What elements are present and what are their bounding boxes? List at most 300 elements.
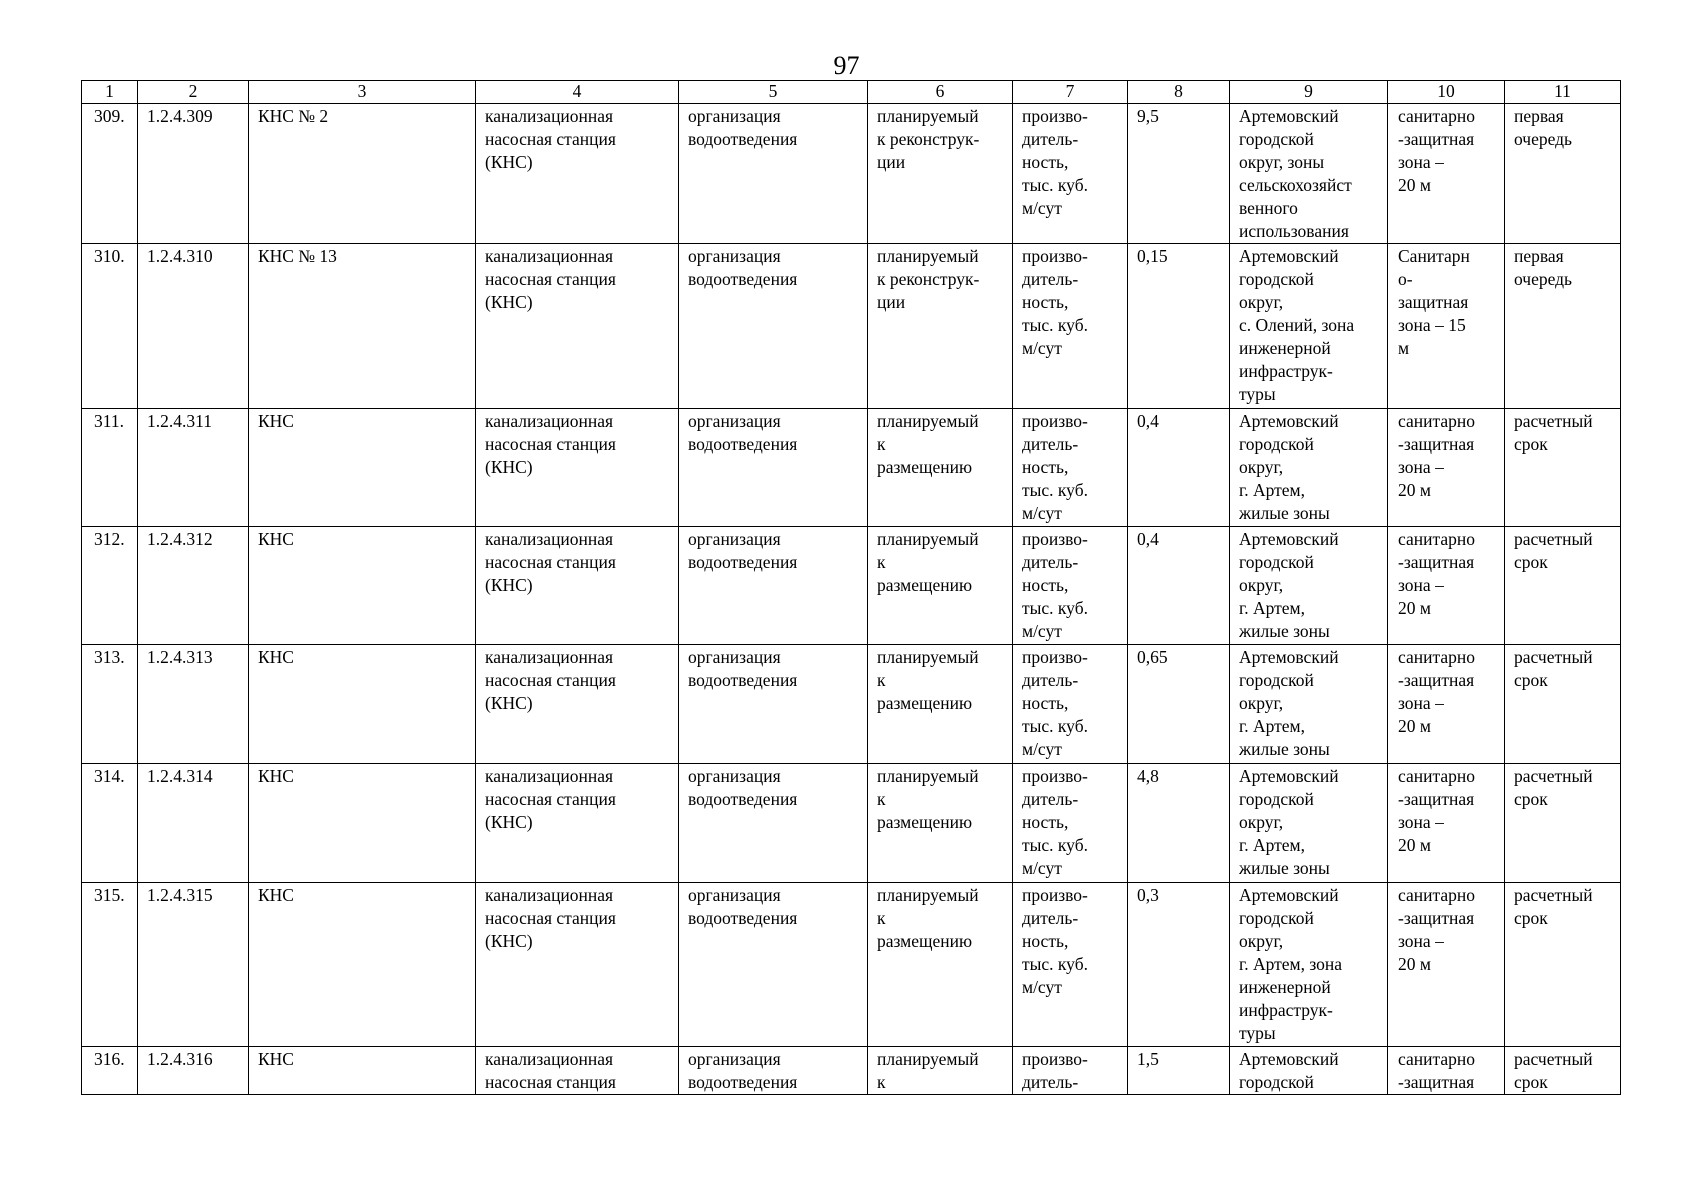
cell-line: 1.2.4.312 bbox=[147, 529, 213, 549]
cell-line: округ, bbox=[1239, 812, 1284, 832]
cell-line: жилые зоны bbox=[1239, 503, 1330, 523]
row-number-cell bbox=[82, 645, 138, 764]
cell-line: -защитная bbox=[1398, 129, 1475, 149]
object-status-cell bbox=[868, 527, 1013, 645]
cell-line: зона – bbox=[1398, 812, 1444, 832]
object-name-cell bbox=[249, 244, 476, 409]
cell-line: городской bbox=[1239, 670, 1314, 690]
cell-line: водоотведения bbox=[688, 1072, 798, 1092]
cell-line: Артемовский bbox=[1239, 246, 1339, 266]
cell-line: размещению bbox=[877, 457, 973, 477]
cell-line: 4,8 bbox=[1137, 766, 1159, 786]
location-cell bbox=[1230, 527, 1388, 645]
column-number: 7 bbox=[1013, 81, 1128, 104]
cell-line: канализационная bbox=[485, 1049, 614, 1069]
cell-line: водоотведения bbox=[688, 670, 798, 690]
object-purpose-cell bbox=[679, 883, 868, 1047]
location-cell bbox=[1230, 764, 1388, 883]
cell-line: м/сут bbox=[1022, 977, 1062, 997]
cell-line: зона – bbox=[1398, 457, 1444, 477]
cell-line: первая bbox=[1514, 246, 1564, 266]
object-purpose-cell bbox=[679, 104, 868, 244]
parameter-value-cell bbox=[1128, 244, 1230, 409]
cell-line: м/сут bbox=[1022, 503, 1062, 523]
column-number: 4 bbox=[476, 81, 679, 104]
cell-line: КНС bbox=[258, 766, 294, 786]
cell-line: венного bbox=[1239, 198, 1298, 218]
cell-line: ность, bbox=[1022, 457, 1069, 477]
cell-line: -защитная bbox=[1398, 789, 1475, 809]
row-number-cell bbox=[82, 104, 138, 244]
cell-line: городской bbox=[1239, 269, 1314, 289]
object-code-cell bbox=[138, 104, 249, 244]
cell-line: Артемовский bbox=[1239, 1049, 1339, 1069]
cell-line: канализационная bbox=[485, 106, 614, 126]
cell-line: м/сут bbox=[1022, 198, 1062, 218]
cell-line: к bbox=[877, 552, 886, 572]
row-number-cell bbox=[82, 1047, 138, 1095]
cell-line: произво- bbox=[1022, 411, 1088, 431]
cell-line: насосная станция bbox=[485, 552, 616, 572]
cell-line: жилые зоны bbox=[1239, 739, 1330, 759]
cell-line: канализационная bbox=[485, 766, 614, 786]
cell-line: произво- bbox=[1022, 766, 1088, 786]
object-purpose-cell bbox=[679, 409, 868, 527]
cell-line: канализационная bbox=[485, 885, 614, 905]
protection-zone-cell bbox=[1388, 764, 1505, 883]
object-type-cell bbox=[476, 883, 679, 1047]
cell-line: насосная станция bbox=[485, 1072, 616, 1092]
object-status-cell bbox=[868, 883, 1013, 1047]
cell-line: сельскохозяйст bbox=[1239, 175, 1352, 195]
protection-zone-cell bbox=[1388, 883, 1505, 1047]
cell-line: организация bbox=[688, 529, 781, 549]
cell-line: водоотведения bbox=[688, 908, 798, 928]
cell-line: очередь bbox=[1514, 129, 1573, 149]
cell-line: 9,5 bbox=[1137, 106, 1159, 126]
parameter-cell bbox=[1013, 1047, 1128, 1095]
cell-line: планируемый bbox=[877, 885, 979, 905]
cell-line: первая bbox=[1514, 106, 1564, 126]
object-name-cell bbox=[249, 527, 476, 645]
cell-line: городской bbox=[1239, 789, 1314, 809]
location-cell bbox=[1230, 244, 1388, 409]
column-number: 5 bbox=[679, 81, 868, 104]
cell-line: зона – 15 bbox=[1398, 315, 1466, 335]
cell-line: инженерной bbox=[1239, 338, 1331, 358]
parameter-value-cell bbox=[1128, 527, 1230, 645]
cell-line: городской bbox=[1239, 434, 1314, 454]
protection-zone-cell bbox=[1388, 645, 1505, 764]
object-type-cell bbox=[476, 1047, 679, 1095]
cell-line: расчетный bbox=[1514, 529, 1593, 549]
cell-line: КНС bbox=[258, 411, 294, 431]
cell-line: Артемовский bbox=[1239, 411, 1339, 431]
cell-line: г. Артем, bbox=[1239, 480, 1305, 500]
cell-line: расчетный bbox=[1514, 411, 1593, 431]
object-name-cell bbox=[249, 764, 476, 883]
cell-line: м/сут bbox=[1022, 338, 1062, 358]
parameter-value-cell bbox=[1128, 883, 1230, 1047]
cell-line: зона – bbox=[1398, 152, 1444, 172]
location-cell bbox=[1230, 883, 1388, 1047]
cell-line: округ, bbox=[1239, 457, 1284, 477]
cell-line: ность, bbox=[1022, 292, 1069, 312]
cell-line: 20 м bbox=[1398, 175, 1431, 195]
cell-line: 0,15 bbox=[1137, 246, 1168, 266]
cell-line: размещению bbox=[877, 812, 973, 832]
cell-line: планируемый bbox=[877, 246, 979, 266]
object-code-cell bbox=[138, 1047, 249, 1095]
column-number-row bbox=[82, 81, 1621, 104]
cell-line: -защитная bbox=[1398, 908, 1475, 928]
cell-line: планируемый bbox=[877, 106, 979, 126]
cell-line: КНС № 13 bbox=[258, 246, 337, 266]
cell-line: организация bbox=[688, 411, 781, 431]
parameter-cell bbox=[1013, 244, 1128, 409]
cell-line: 314. bbox=[94, 766, 125, 786]
table-row bbox=[82, 764, 1621, 883]
cell-line: КНС bbox=[258, 529, 294, 549]
cell-line: тыс. куб. bbox=[1022, 480, 1088, 500]
cell-line: к реконструк- bbox=[877, 269, 980, 289]
object-status-cell bbox=[868, 645, 1013, 764]
cell-line: тыс. куб. bbox=[1022, 835, 1088, 855]
cell-line: ции bbox=[877, 152, 906, 172]
table-row bbox=[82, 409, 1621, 527]
protection-zone-cell bbox=[1388, 244, 1505, 409]
cell-line: 1.2.4.311 bbox=[147, 411, 212, 431]
parameter-cell bbox=[1013, 645, 1128, 764]
cell-line: туры bbox=[1239, 384, 1276, 404]
cell-line: санитарно bbox=[1398, 885, 1475, 905]
object-type-cell bbox=[476, 244, 679, 409]
cell-line: организация bbox=[688, 246, 781, 266]
cell-line: расчетный bbox=[1514, 885, 1593, 905]
cell-line: 1,5 bbox=[1137, 1049, 1159, 1069]
object-code-cell bbox=[138, 244, 249, 409]
cell-line: Санитарн bbox=[1398, 246, 1470, 266]
object-purpose-cell bbox=[679, 244, 868, 409]
cell-line: жилые зоны bbox=[1239, 858, 1330, 878]
cell-line: канализационная bbox=[485, 411, 614, 431]
cell-line: м/сут bbox=[1022, 858, 1062, 878]
parameter-cell bbox=[1013, 764, 1128, 883]
cell-line: (КНС) bbox=[485, 457, 533, 477]
cell-line: (КНС) bbox=[485, 575, 533, 595]
cell-line: ность, bbox=[1022, 693, 1069, 713]
cell-line: водоотведения bbox=[688, 434, 798, 454]
cell-line: канализационная bbox=[485, 529, 614, 549]
cell-line: насосная станция bbox=[485, 129, 616, 149]
object-type-cell bbox=[476, 409, 679, 527]
location-cell bbox=[1230, 1047, 1388, 1095]
cell-line: планируемый bbox=[877, 647, 979, 667]
cell-line: к bbox=[877, 1072, 886, 1092]
parameter-value-cell bbox=[1128, 409, 1230, 527]
object-purpose-cell bbox=[679, 764, 868, 883]
cell-line: 20 м bbox=[1398, 598, 1431, 618]
protection-zone-cell bbox=[1388, 104, 1505, 244]
cell-line: срок bbox=[1514, 789, 1548, 809]
cell-line: инженерной bbox=[1239, 977, 1331, 997]
cell-line: КНС bbox=[258, 885, 294, 905]
object-status-cell bbox=[868, 1047, 1013, 1095]
cell-line: размещению bbox=[877, 575, 973, 595]
object-code-cell bbox=[138, 645, 249, 764]
cell-line: 1.2.4.309 bbox=[147, 106, 213, 126]
cell-line: -защитная bbox=[1398, 670, 1475, 690]
cell-line: КНС № 2 bbox=[258, 106, 329, 126]
cell-line: водоотведения bbox=[688, 269, 798, 289]
cell-line: тыс. куб. bbox=[1022, 175, 1088, 195]
cell-line: планируемый bbox=[877, 529, 979, 549]
implementation-stage-cell bbox=[1505, 764, 1621, 883]
protection-zone-cell bbox=[1388, 409, 1505, 527]
cell-line: м/сут bbox=[1022, 739, 1062, 759]
cell-line: г. Артем, bbox=[1239, 716, 1305, 736]
cell-line: Артемовский bbox=[1239, 106, 1339, 126]
cell-line: очередь bbox=[1514, 269, 1573, 289]
object-name-cell bbox=[249, 883, 476, 1047]
cell-line: (КНС) bbox=[485, 931, 533, 951]
cell-line: дитель- bbox=[1022, 269, 1079, 289]
column-number: 2 bbox=[138, 81, 249, 104]
cell-line: 20 м bbox=[1398, 835, 1431, 855]
cell-line: срок bbox=[1514, 908, 1548, 928]
object-purpose-cell bbox=[679, 645, 868, 764]
cell-line: -защитная bbox=[1398, 1072, 1475, 1092]
table-row bbox=[82, 645, 1621, 764]
table-row bbox=[82, 244, 1621, 409]
cell-line: 316. bbox=[94, 1049, 125, 1069]
location-cell bbox=[1230, 409, 1388, 527]
object-status-cell bbox=[868, 244, 1013, 409]
cell-line: 315. bbox=[94, 885, 125, 905]
cell-line: ность, bbox=[1022, 152, 1069, 172]
cell-line: жилые зоны bbox=[1239, 621, 1330, 641]
cell-line: срок bbox=[1514, 1072, 1548, 1092]
object-status-cell bbox=[868, 409, 1013, 527]
cell-line: 0,65 bbox=[1137, 647, 1168, 667]
cell-line: округ, bbox=[1239, 292, 1284, 312]
cell-line: ность, bbox=[1022, 812, 1069, 832]
cell-line: дитель- bbox=[1022, 908, 1079, 928]
cell-line: санитарно bbox=[1398, 1049, 1475, 1069]
cell-line: канализационная bbox=[485, 647, 614, 667]
cell-line: ции bbox=[877, 292, 906, 312]
cell-line: (КНС) bbox=[485, 152, 533, 172]
cell-line: о- bbox=[1398, 269, 1413, 289]
cell-line: произво- bbox=[1022, 106, 1088, 126]
column-number: 6 bbox=[868, 81, 1013, 104]
implementation-stage-cell bbox=[1505, 527, 1621, 645]
cell-line: водоотведения bbox=[688, 789, 798, 809]
column-number: 10 bbox=[1388, 81, 1505, 104]
cell-line: размещению bbox=[877, 931, 973, 951]
cell-line: к bbox=[877, 670, 886, 690]
object-name-cell bbox=[249, 645, 476, 764]
cell-line: дитель- bbox=[1022, 670, 1079, 690]
object-name-cell bbox=[249, 1047, 476, 1095]
cell-line: дитель- bbox=[1022, 129, 1079, 149]
cell-line: санитарно bbox=[1398, 106, 1475, 126]
cell-line: к bbox=[877, 908, 886, 928]
object-type-cell bbox=[476, 764, 679, 883]
cell-line: городской bbox=[1239, 1072, 1314, 1092]
cell-line: насосная станция bbox=[485, 670, 616, 690]
cell-line: санитарно bbox=[1398, 647, 1475, 667]
cell-line: (КНС) bbox=[485, 292, 533, 312]
cell-line: насосная станция bbox=[485, 789, 616, 809]
cell-line: произво- bbox=[1022, 885, 1088, 905]
protection-zone-cell bbox=[1388, 527, 1505, 645]
object-name-cell bbox=[249, 104, 476, 244]
cell-line: санитарно bbox=[1398, 766, 1475, 786]
cell-line: организация bbox=[688, 766, 781, 786]
table-row bbox=[82, 883, 1621, 1047]
cell-line: тыс. куб. bbox=[1022, 716, 1088, 736]
object-status-cell bbox=[868, 104, 1013, 244]
cell-line: насосная станция bbox=[485, 269, 616, 289]
cell-line: зона – bbox=[1398, 931, 1444, 951]
cell-line: тыс. куб. bbox=[1022, 954, 1088, 974]
cell-line: расчетный bbox=[1514, 647, 1593, 667]
cell-line: -защитная bbox=[1398, 552, 1475, 572]
implementation-stage-cell bbox=[1505, 244, 1621, 409]
cell-line: 1.2.4.316 bbox=[147, 1049, 213, 1069]
parameter-cell bbox=[1013, 527, 1128, 645]
cell-line: организация bbox=[688, 647, 781, 667]
cell-line: насосная станция bbox=[485, 434, 616, 454]
object-type-cell bbox=[476, 527, 679, 645]
row-number-cell bbox=[82, 883, 138, 1047]
cell-line: 1.2.4.313 bbox=[147, 647, 213, 667]
cell-line: городской bbox=[1239, 908, 1314, 928]
cell-line: Артемовский bbox=[1239, 885, 1339, 905]
parameter-cell bbox=[1013, 409, 1128, 527]
parameter-value-cell bbox=[1128, 645, 1230, 764]
cell-line: произво- bbox=[1022, 1049, 1088, 1069]
cell-line: 20 м bbox=[1398, 954, 1431, 974]
cell-line: округ, bbox=[1239, 693, 1284, 713]
implementation-stage-cell bbox=[1505, 883, 1621, 1047]
cell-line: дитель- bbox=[1022, 789, 1079, 809]
object-type-cell bbox=[476, 104, 679, 244]
cell-line: планируемый bbox=[877, 766, 979, 786]
cell-line: планируемый bbox=[877, 1049, 979, 1069]
table-row bbox=[82, 104, 1621, 244]
cell-line: канализационная bbox=[485, 246, 614, 266]
cell-line: 20 м bbox=[1398, 716, 1431, 736]
object-purpose-cell bbox=[679, 527, 868, 645]
register-table bbox=[81, 80, 1621, 1095]
cell-line: произво- bbox=[1022, 647, 1088, 667]
cell-line: 311. bbox=[94, 411, 124, 431]
parameter-cell bbox=[1013, 104, 1128, 244]
cell-line: расчетный bbox=[1514, 766, 1593, 786]
object-type-cell bbox=[476, 645, 679, 764]
cell-line: произво- bbox=[1022, 246, 1088, 266]
cell-line: 312. bbox=[94, 529, 125, 549]
object-name-cell bbox=[249, 409, 476, 527]
cell-line: защитная bbox=[1398, 292, 1469, 312]
cell-line: ность, bbox=[1022, 931, 1069, 951]
cell-line: использования bbox=[1239, 221, 1349, 241]
cell-line: (КНС) bbox=[485, 693, 533, 713]
cell-line: (КНС) bbox=[485, 812, 533, 832]
cell-line: срок bbox=[1514, 670, 1548, 690]
row-number-cell bbox=[82, 764, 138, 883]
location-cell bbox=[1230, 645, 1388, 764]
column-number: 1 bbox=[82, 81, 138, 104]
cell-line: дитель- bbox=[1022, 552, 1079, 572]
cell-line: 0,4 bbox=[1137, 529, 1159, 549]
cell-line: к bbox=[877, 434, 886, 454]
parameter-cell bbox=[1013, 883, 1128, 1047]
cell-line: туры bbox=[1239, 1023, 1276, 1043]
page-number: 97 bbox=[833, 51, 860, 80]
cell-line: инфраструк- bbox=[1239, 361, 1333, 381]
cell-line: произво- bbox=[1022, 529, 1088, 549]
cell-line: санитарно bbox=[1398, 411, 1475, 431]
cell-line: зона – bbox=[1398, 693, 1444, 713]
cell-line: дитель- bbox=[1022, 1072, 1079, 1092]
cell-line: 0,3 bbox=[1137, 885, 1159, 905]
cell-line: г. Артем, bbox=[1239, 835, 1305, 855]
cell-line: срок bbox=[1514, 552, 1548, 572]
cell-line: размещению bbox=[877, 693, 973, 713]
parameter-value-cell bbox=[1128, 764, 1230, 883]
cell-line: 20 м bbox=[1398, 480, 1431, 500]
cell-line: организация bbox=[688, 1049, 781, 1069]
implementation-stage-cell bbox=[1505, 104, 1621, 244]
cell-line: к bbox=[877, 789, 886, 809]
cell-line: насосная станция bbox=[485, 908, 616, 928]
implementation-stage-cell bbox=[1505, 409, 1621, 527]
object-code-cell bbox=[138, 409, 249, 527]
cell-line: с. Олений, зона bbox=[1239, 315, 1355, 335]
cell-line: округ, зоны bbox=[1239, 152, 1325, 172]
cell-line: городской bbox=[1239, 552, 1314, 572]
cell-line: расчетный bbox=[1514, 1049, 1593, 1069]
cell-line: тыс. куб. bbox=[1022, 315, 1088, 335]
row-number-cell bbox=[82, 409, 138, 527]
object-code-cell bbox=[138, 764, 249, 883]
cell-line: организация bbox=[688, 106, 781, 126]
cell-line: 1.2.4.315 bbox=[147, 885, 213, 905]
protection-zone-cell bbox=[1388, 1047, 1505, 1095]
object-purpose-cell bbox=[679, 1047, 868, 1095]
row-number-cell bbox=[82, 527, 138, 645]
cell-line: -защитная bbox=[1398, 434, 1475, 454]
row-number-cell bbox=[82, 244, 138, 409]
cell-line: планируемый bbox=[877, 411, 979, 431]
object-code-cell bbox=[138, 527, 249, 645]
cell-line: КНС bbox=[258, 647, 294, 667]
cell-line: Артемовский bbox=[1239, 766, 1339, 786]
cell-line: Артемовский bbox=[1239, 647, 1339, 667]
cell-line: городской bbox=[1239, 129, 1314, 149]
table-row bbox=[82, 527, 1621, 645]
implementation-stage-cell bbox=[1505, 1047, 1621, 1095]
cell-line: КНС bbox=[258, 1049, 294, 1069]
cell-line: ность, bbox=[1022, 575, 1069, 595]
cell-line: г. Артем, зона bbox=[1239, 954, 1343, 974]
parameter-value-cell bbox=[1128, 104, 1230, 244]
cell-line: срок bbox=[1514, 434, 1548, 454]
cell-line: 310. bbox=[94, 246, 125, 266]
